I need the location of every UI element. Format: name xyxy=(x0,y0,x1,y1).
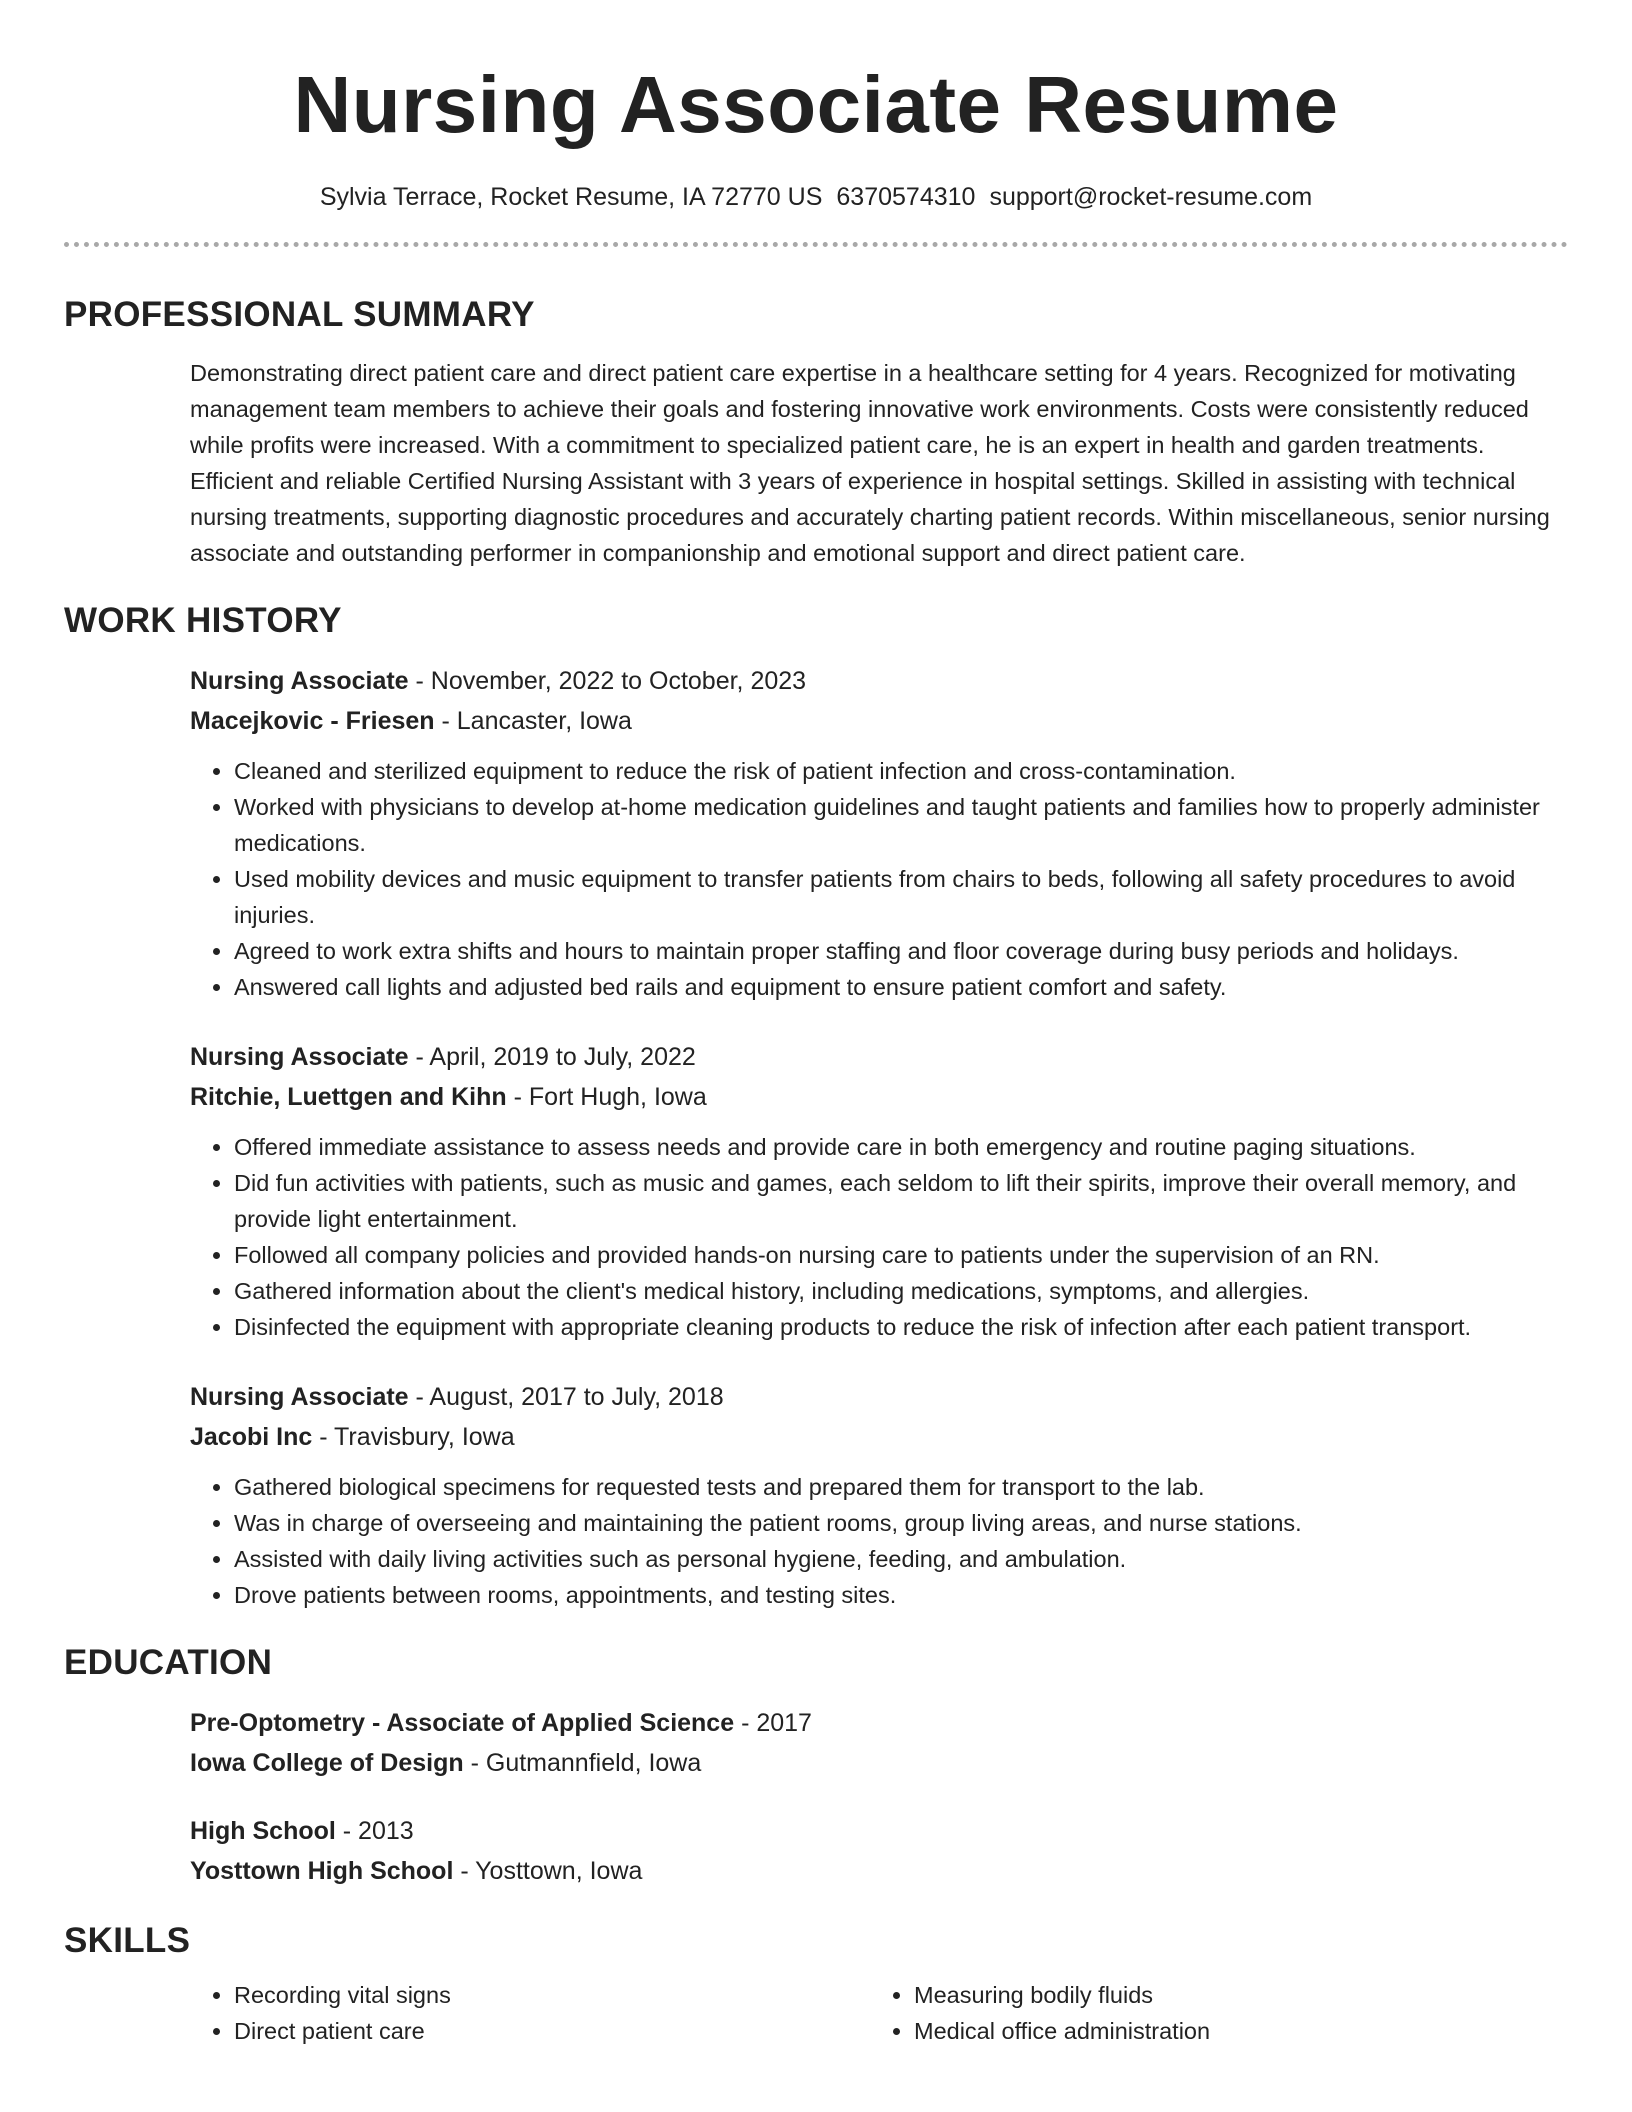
skill-item: • Direct patient care xyxy=(234,2013,870,2049)
job-role: Nursing Associate xyxy=(190,1043,409,1071)
education-degree-line xyxy=(190,1811,1568,1851)
skill-item: • Recording vital signs xyxy=(234,1977,870,2013)
section-title-skills: SKILLS xyxy=(64,1921,191,1960)
education-entry xyxy=(190,1811,1568,1891)
list-item: • Offered immediate assistance to assess needs and provide care in both emergency and routine paging situations. xyxy=(234,1129,1568,1165)
list-item: • Gathered biological specimens for requested tests and prepared them for transport to the lab. xyxy=(234,1469,1568,1505)
skills-body xyxy=(64,1977,1568,2049)
summary-text: Demonstrating direct patient care and direct patient care expertise in a healthcare setting for 4 years. Recognized for motivating management team members to achieve their goals and fostering innovative work environments. Costs were consistently reduced while profits were increased. With a commitment to specialized patient care, he is an expert in health and garden treatments. Efficient and reliable Certified Nursing Assistant with 3 years of experience in hospital settings. Skilled in assisting with technical nursing treatments, supporting diagnostic procedures and accurately charting patient records. Within miscellaneous, senior nursing associate and outstanding performer in companionship and emotional support and direct patient care. xyxy=(190,360,1550,566)
page-title: Nursing Associate Resume xyxy=(293,60,1339,149)
section-title-summary: PROFESSIONAL SUMMARY xyxy=(64,295,535,334)
job-company: Macejkovic - Friesen xyxy=(190,707,435,735)
job-dates: - August, 2017 to July, 2018 xyxy=(408,1383,724,1411)
job-title-line xyxy=(190,1037,1568,1077)
job-location: - Lancaster, Iowa xyxy=(434,707,632,735)
education-school: Iowa College of Design xyxy=(190,1749,464,1777)
job-entry xyxy=(190,661,1568,1005)
education-school-line xyxy=(190,1743,1568,1783)
job-title-line xyxy=(190,1377,1568,1417)
contact-line xyxy=(64,180,1568,214)
list-item: • Was in charge of overseeing and maintaining the patient rooms, group living areas, and nurse stations. xyxy=(234,1505,1568,1541)
list-item: • Assisted with daily living activities such as personal hygiene, feeding, and ambulation. xyxy=(234,1541,1568,1577)
header-divider xyxy=(64,242,1568,247)
list-item: • Drove patients between rooms, appointments, and testing sites. xyxy=(234,1577,1568,1613)
list-item: • Gathered information about the client's medical history, including medications, symptoms, and allergies. xyxy=(234,1273,1568,1309)
list-item: • Agreed to work extra shifts and hours to maintain proper staffing and floor coverage during busy periods and holidays. xyxy=(234,933,1568,969)
education-degree: Pre-Optometry - Associate of Applied Science xyxy=(190,1709,735,1737)
job-company: Ritchie, Luettgen and Kihn xyxy=(190,1083,507,1111)
job-bullets xyxy=(190,753,1568,1005)
list-item: • Answered call lights and adjusted bed rails and equipment to ensure patient comfort and safety. xyxy=(234,969,1568,1005)
section-education xyxy=(64,1641,1568,1891)
section-work-history xyxy=(64,599,1568,1613)
contact-address: Sylvia Terrace, Rocket Resume, IA 72770 US xyxy=(319,183,823,211)
education-year: - 2013 xyxy=(335,1817,414,1845)
job-dates: - April, 2019 to July, 2022 xyxy=(408,1043,696,1071)
skills-column-right xyxy=(870,1977,1550,2049)
job-company-line xyxy=(190,1417,1568,1457)
job-location: - Travisbury, Iowa xyxy=(312,1423,515,1451)
skill-item: • Measuring bodily fluids xyxy=(914,1977,1550,2013)
job-location: - Fort Hugh, Iowa xyxy=(506,1083,707,1111)
work-history-body xyxy=(64,661,1568,1613)
section-title-education: EDUCATION xyxy=(64,1643,273,1682)
job-role: Nursing Associate xyxy=(190,667,409,695)
education-school-line xyxy=(190,1851,1568,1891)
job-entry xyxy=(190,1037,1568,1345)
list-item: • Did fun activities with patients, such as music and games, each seldom to lift their spirits, improve their overall memory, and provide light entertainment. xyxy=(234,1165,1568,1237)
list-item: • Cleaned and sterilized equipment to reduce the risk of patient infection and cross-contamination. xyxy=(234,753,1568,789)
list-item: • Used mobility devices and music equipment to transfer patients from chairs to beds, following all safety procedures to avoid injuries. xyxy=(234,861,1568,933)
education-year: - 2017 xyxy=(734,1709,812,1737)
job-company-line xyxy=(190,1077,1568,1117)
list-item: • Disinfected the equipment with appropriate cleaning products to reduce the risk of infection after each patient transport. xyxy=(234,1309,1568,1345)
skills-column-left xyxy=(190,1977,870,2049)
job-bullets xyxy=(190,1129,1568,1345)
skills-grid xyxy=(190,1977,1568,2049)
job-role: Nursing Associate xyxy=(190,1383,409,1411)
education-degree: High School xyxy=(190,1817,336,1845)
job-title-line xyxy=(190,661,1568,701)
resume-header xyxy=(64,0,1568,214)
section-skills xyxy=(64,1919,1568,2049)
list-item: • Followed all company policies and provided hands-on nursing care to patients under the supervision of an RN. xyxy=(234,1237,1568,1273)
education-school: Yosttown High School xyxy=(190,1857,454,1885)
job-company-line xyxy=(190,701,1568,741)
education-location: - Yosttown, Iowa xyxy=(453,1857,643,1885)
job-bullets xyxy=(190,1469,1568,1613)
job-entry xyxy=(190,1377,1568,1613)
education-entry xyxy=(190,1703,1568,1783)
education-degree-line xyxy=(190,1703,1568,1743)
job-dates: - November, 2022 to October, 2023 xyxy=(408,667,807,695)
summary-body xyxy=(64,355,1568,571)
skill-item: • Medical office administration xyxy=(914,2013,1550,2049)
contact-phone: 6370574310 xyxy=(836,183,976,211)
section-title-work-history: WORK HISTORY xyxy=(64,601,342,640)
job-company: Jacobi Inc xyxy=(190,1423,313,1451)
list-item: • Worked with physicians to develop at-home medication guidelines and taught patients and families how to properly administer medications. xyxy=(234,789,1568,861)
education-location: - Gutmannfield, Iowa xyxy=(463,1749,702,1777)
section-summary xyxy=(64,293,1568,571)
education-body xyxy=(64,1703,1568,1891)
contact-email: support@rocket-resume.com xyxy=(989,183,1313,211)
